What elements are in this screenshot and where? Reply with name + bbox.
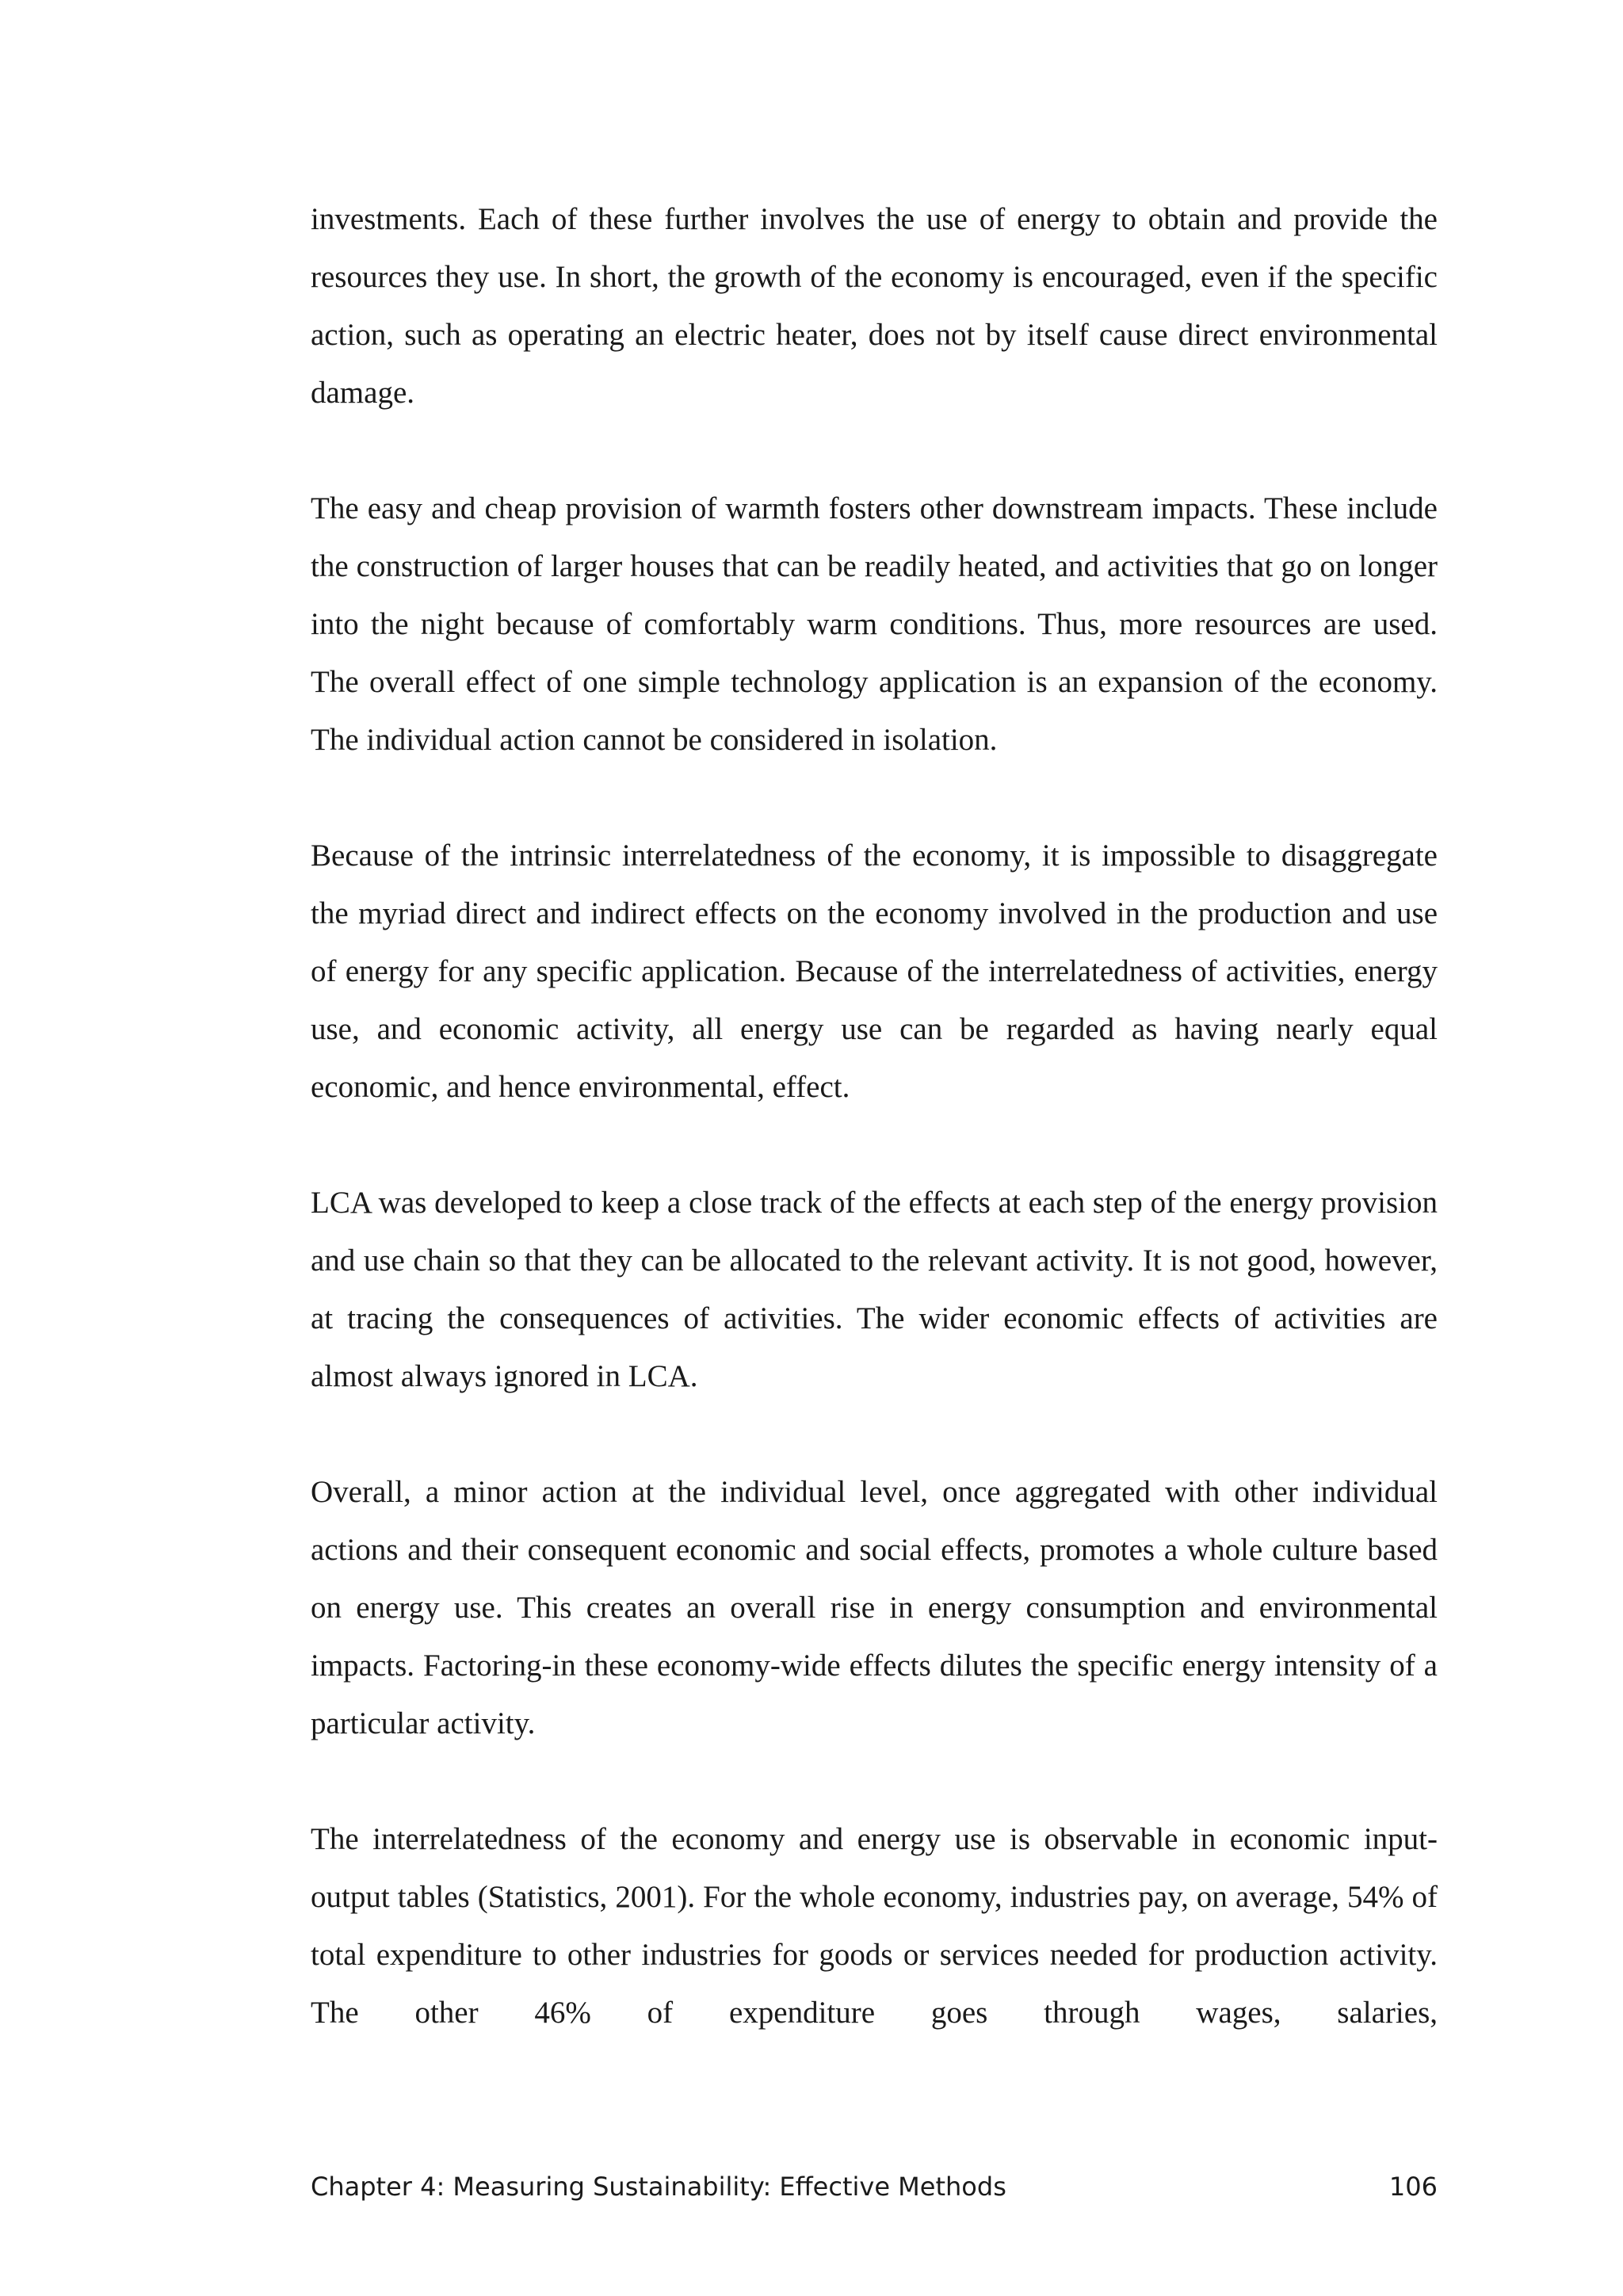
paragraph-3: Because of the intrinsic interrelatedness of the economy, it is impossible to disaggregate the myriad direct and indirect effects on the economy involved in the production and use of energy for any specific application. Because of the interrelatedness of activities, energy use, and economic activity, all energy use can be regarded as having nearly equal economic, and hence environmental, effect. — [311, 839, 1438, 1104]
paragraph-1: investments. Each of these further involves the use of energy to obtain and provide the resources they use. In short, the growth of the economy is encouraged, even if the specific action, such as operating an electric heater, does not by itself cause direct environmental damage. — [311, 202, 1438, 410]
paragraph-6: The interrelatedness of the economy and energy use is observable in economic input-output tables (Statistics, 2001). For the whole economy, industries pay, on average, 54% of total expenditure to other industries for goods or services needed for production activity. The other 46% of expenditure goes through wages, salaries, — [311, 1822, 1438, 2030]
paragraph-5: Overall, a minor action at the individual level, once aggregated with other individual actions and their consequent economic and social effects, promotes a whole culture based on energy use. This creates an overall rise in energy consumption and environmental impacts. Factoring-in these economy-wide effects dilutes the specific energy intensity of a particular activity. — [311, 1475, 1438, 1740]
paragraph-4: LCA was developed to keep a close track of the effects at each step of the energy provision and use chain so that they can be allocated to the relevant activity. It is not good, however, at tracing the consequences of activities. The wider economic effects of activities are almost always ignored in LCA. — [311, 1186, 1438, 1393]
footer-page-number: 106 — [1388, 2172, 1438, 2202]
paragraph-2: The easy and cheap provision of warmth fosters other downstream impacts. These include the construction of larger houses that can be readily heated, and activities that go on longer into the night because of comfortably warm conditions. Thus, more resources are used. The overall effect of one simple technology application is an expansion of the economy. The individual action cannot be considered in isolation. — [311, 491, 1438, 757]
page-footer — [311, 2172, 1438, 2206]
body-text — [311, 190, 1438, 2042]
footer-chapter-title: Chapter 4: Measuring Sustainability: Effective Methods — [311, 2172, 1006, 2202]
